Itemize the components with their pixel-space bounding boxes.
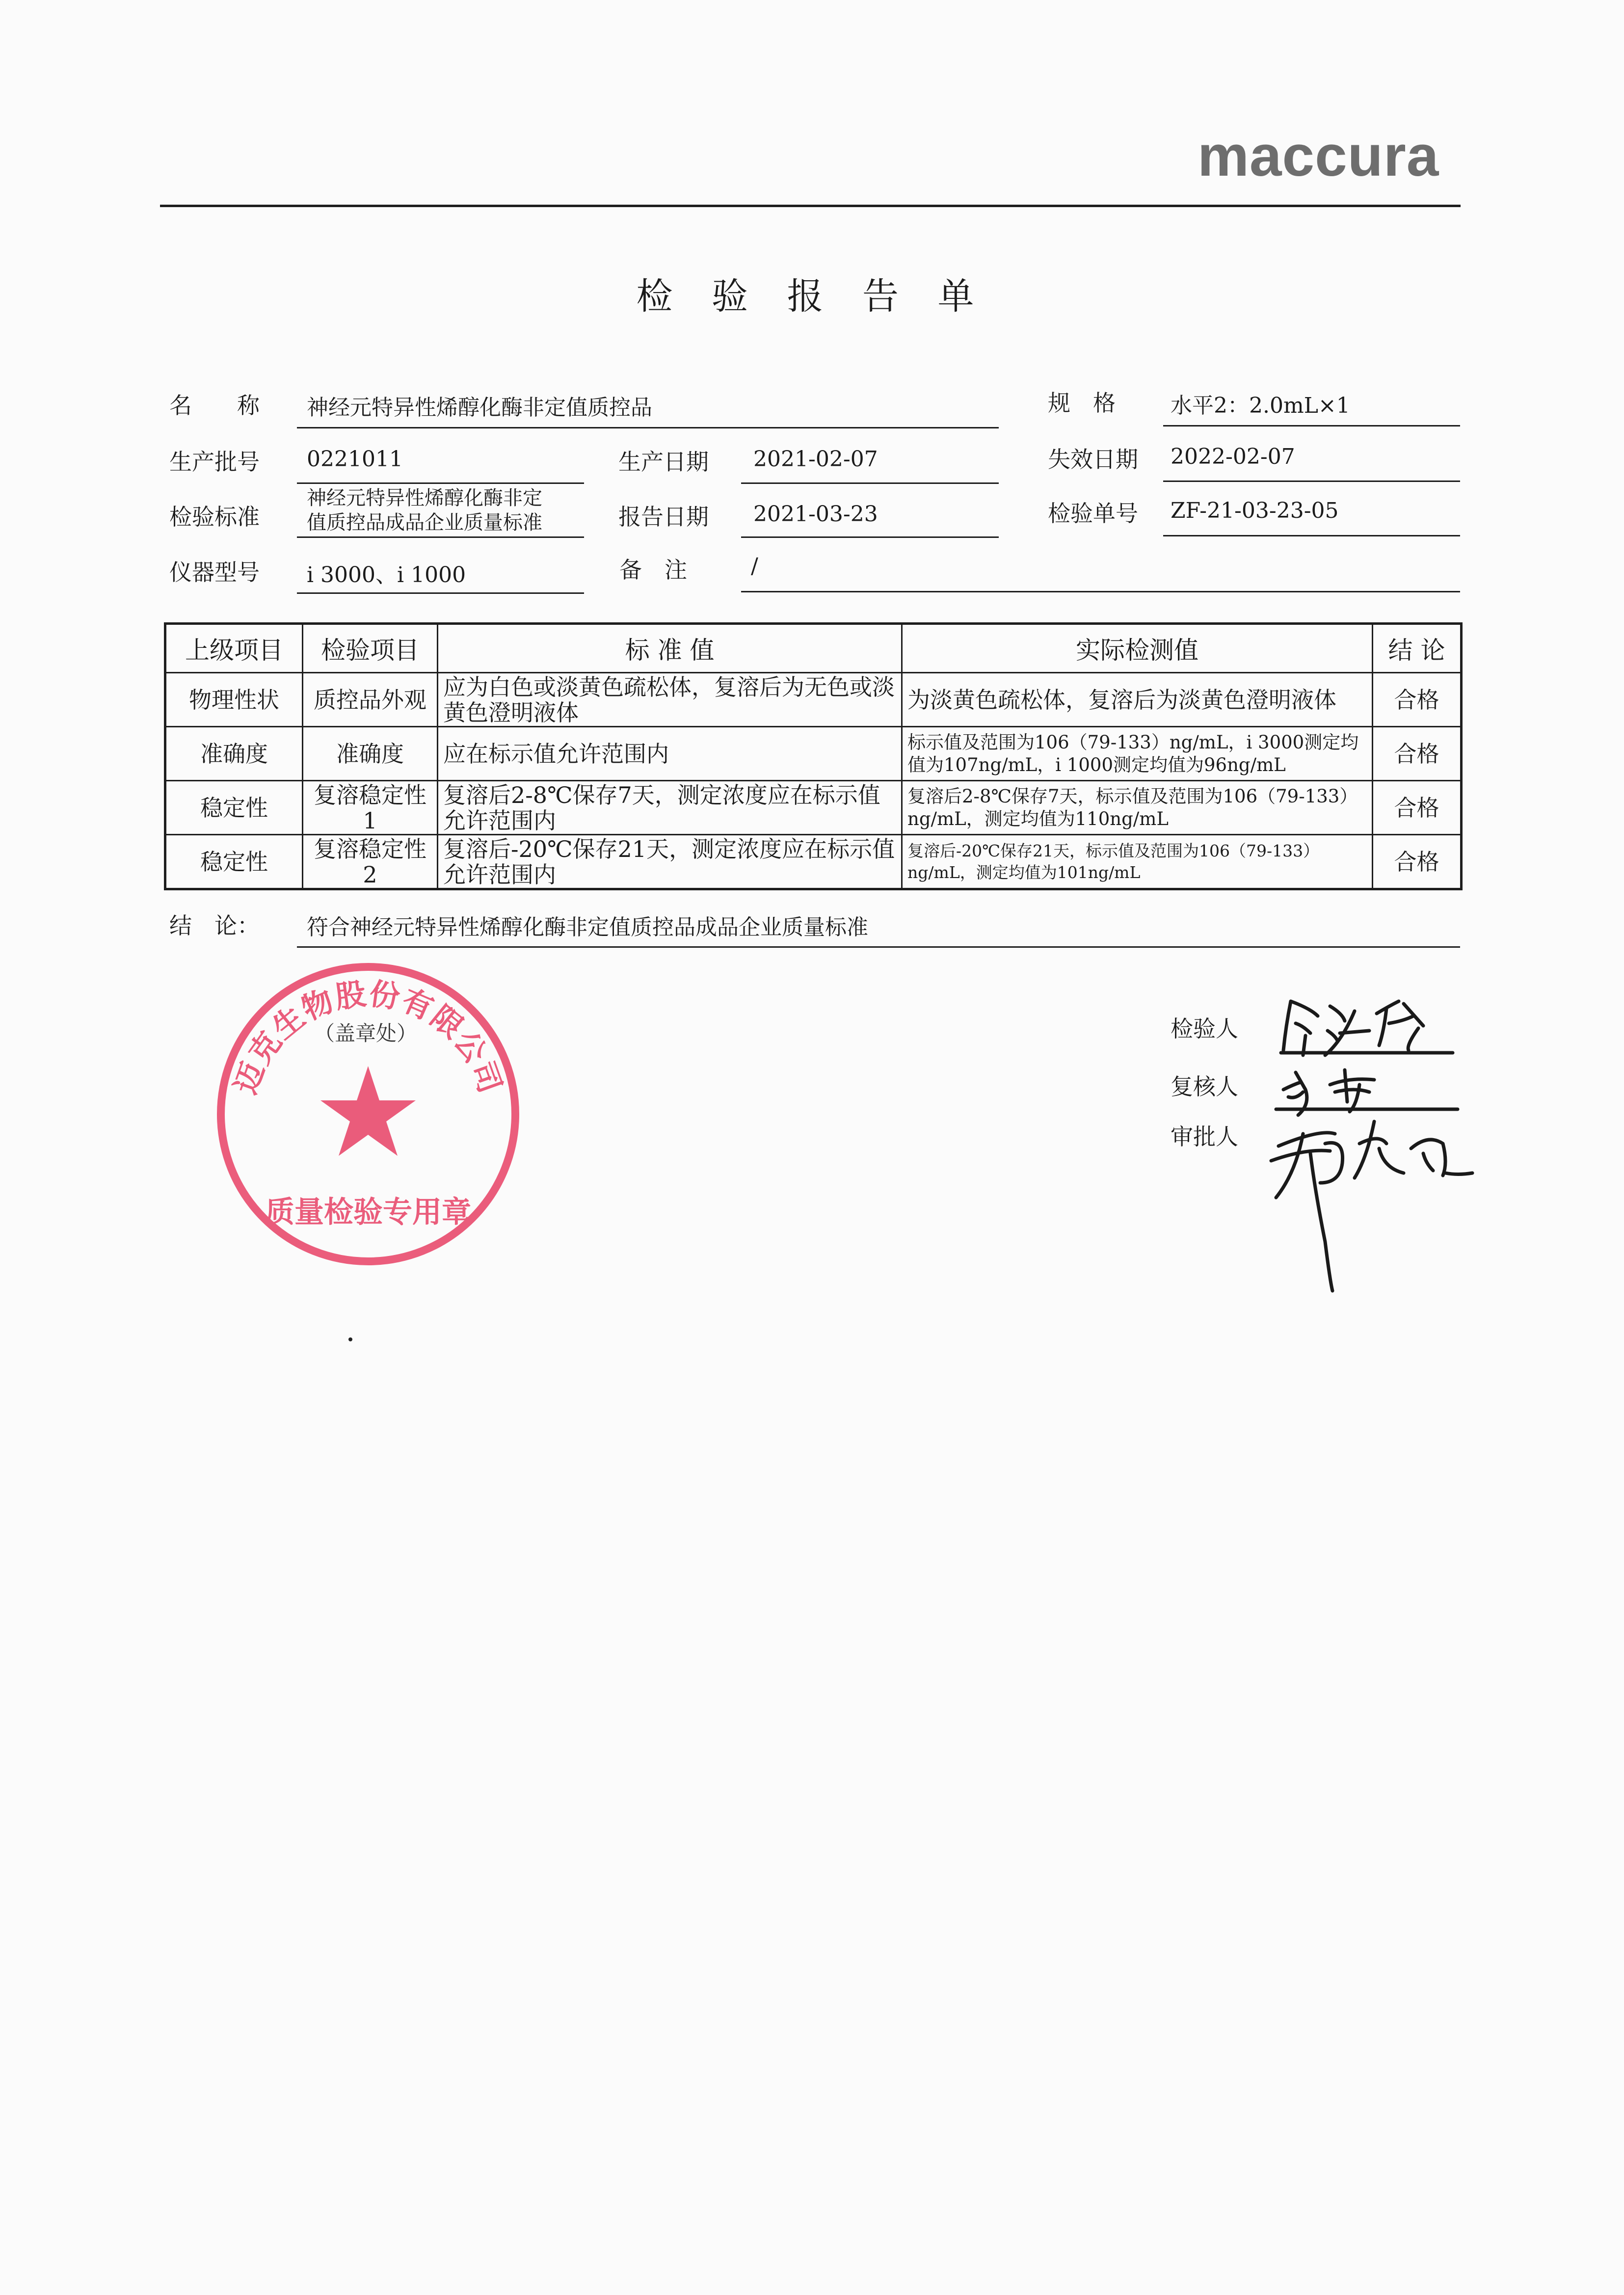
instrument-underline: [297, 592, 584, 594]
prod-date-label: 生产日期: [618, 449, 709, 475]
remark-label: 备 注: [619, 557, 687, 583]
row-standard: 复溶后-20℃保存21天，测定浓度应在标示值允许范围内: [438, 835, 902, 889]
name-label: 名 称: [169, 392, 260, 419]
name-value: 神经元特异性烯醇化酶非定值质控品: [307, 395, 652, 420]
conclusion-label: 结 论：: [169, 912, 260, 939]
spec-value: 水平2：2.0mL×1: [1171, 393, 1350, 418]
row-result: 合格: [1373, 673, 1462, 727]
name-underline: [297, 427, 999, 428]
report-no-underline: [1163, 535, 1460, 536]
header-item: 检验项目: [303, 624, 438, 673]
row-item: 复溶稳定性1: [303, 781, 438, 835]
row-standard: 复溶后2-8℃保存7天，测定浓度应在标示值允许范围内: [438, 781, 902, 835]
table-row: [165, 727, 1462, 781]
conclusion-underline: [297, 946, 1460, 948]
reviewer-signature: [1276, 1070, 1458, 1115]
report-no-value: ZF-21-03-23-05: [1171, 498, 1339, 523]
row-item: 复溶稳定性2: [303, 835, 438, 889]
row-result: 合格: [1373, 727, 1462, 781]
table-row: [165, 673, 1462, 727]
expiry-underline: [1163, 480, 1460, 482]
row-standard: 应在标示值允许范围内: [438, 727, 902, 781]
row-parent: 准确度: [165, 727, 303, 781]
approver-signature: [1271, 1121, 1472, 1291]
scan-speck: [348, 1337, 352, 1341]
table-row: [165, 835, 1462, 889]
page-title: 检 验 报 告 单: [636, 275, 988, 318]
row-parent: 物理性状: [165, 673, 303, 727]
row-parent: 稳定性: [165, 781, 303, 835]
row-actual: 复溶后2-8℃保存7天，标示值及范围为106（79-133）ng/mL，测定均值为110ng/mL: [902, 781, 1373, 835]
header-rule: [160, 205, 1461, 207]
prod-date-underline: [741, 482, 999, 484]
row-actual: 标示值及范围为106（79-133）ng/mL，i 3000测定均值为107ng/mL，i 1000测定均值为96ng/mL: [902, 727, 1373, 781]
row-parent: 稳定性: [165, 835, 303, 889]
company-seal: [211, 957, 525, 1271]
standard-label: 检验标准: [169, 504, 260, 530]
row-actual: 复溶后-20℃保存21天，标示值及范围为106（79-133）ng/mL，测定均值为101ng/mL: [902, 835, 1373, 889]
batch-underline: [297, 482, 584, 484]
row-standard: 应为白色或淡黄色疏松体，复溶后为无色或淡黄色澄明液体: [438, 673, 902, 727]
inspector-label: 检验人: [1171, 1015, 1238, 1042]
report-date-underline: [741, 536, 999, 538]
row-actual: 为淡黄色疏松体，复溶后为淡黄色澄明液体: [902, 673, 1373, 727]
brand-logo: maccura: [1198, 124, 1439, 188]
prod-date-value: 2021-02-07: [753, 447, 878, 472]
conclusion-value: 符合神经元特异性烯醇化酶非定值质控品成品企业质量标准: [307, 915, 868, 940]
header-standard: 标 准 值: [438, 624, 902, 673]
standard-value: [307, 486, 542, 535]
instrument-label: 仪器型号: [169, 559, 260, 586]
report-date-value: 2021-03-23: [753, 502, 878, 527]
standard-value-line1: 神经元特异性烯醇化酶非定: [307, 487, 542, 509]
expiry-value: 2022-02-07: [1171, 444, 1295, 469]
batch-label: 生产批号: [169, 449, 260, 475]
table-row: [165, 781, 1462, 835]
remark-underline: [741, 591, 1460, 592]
approver-label: 审批人: [1171, 1123, 1238, 1150]
instrument-value: i 3000、i 1000: [307, 562, 466, 587]
spec-label: 规 格: [1048, 390, 1116, 416]
seal-bottom-text: 质量检验专用章: [265, 1195, 471, 1229]
seal-inner-text: （盖章处）: [314, 1021, 418, 1045]
inspector-signature: [1281, 1001, 1453, 1055]
report-date-label: 报告日期: [618, 504, 709, 530]
remark-value: /: [751, 554, 758, 579]
header-parent: 上级项目: [165, 624, 303, 673]
table-header-row: [165, 624, 1462, 673]
header-result: 结 论: [1373, 624, 1462, 673]
batch-value: 0221011: [307, 447, 403, 472]
header-actual: 实际检测值: [902, 624, 1373, 673]
row-result: 合格: [1373, 835, 1462, 889]
expiry-label: 失效日期: [1048, 446, 1138, 473]
standard-value-line2: 值质控品成品企业质量标准: [307, 511, 542, 534]
standard-underline: [297, 536, 584, 538]
handwritten-signatures: [1256, 987, 1482, 1301]
row-item: 准确度: [303, 727, 438, 781]
row-item: 质控品外观: [303, 673, 438, 727]
seal-arc-text: 迈克生物股份有限公司: [227, 975, 509, 1099]
results-table: [164, 622, 1463, 890]
report-no-label: 检验单号: [1048, 500, 1138, 527]
row-result: 合格: [1373, 781, 1462, 835]
spec-underline: [1163, 425, 1460, 427]
reviewer-label: 复核人: [1171, 1073, 1238, 1100]
seal-star-icon: [320, 1066, 416, 1156]
